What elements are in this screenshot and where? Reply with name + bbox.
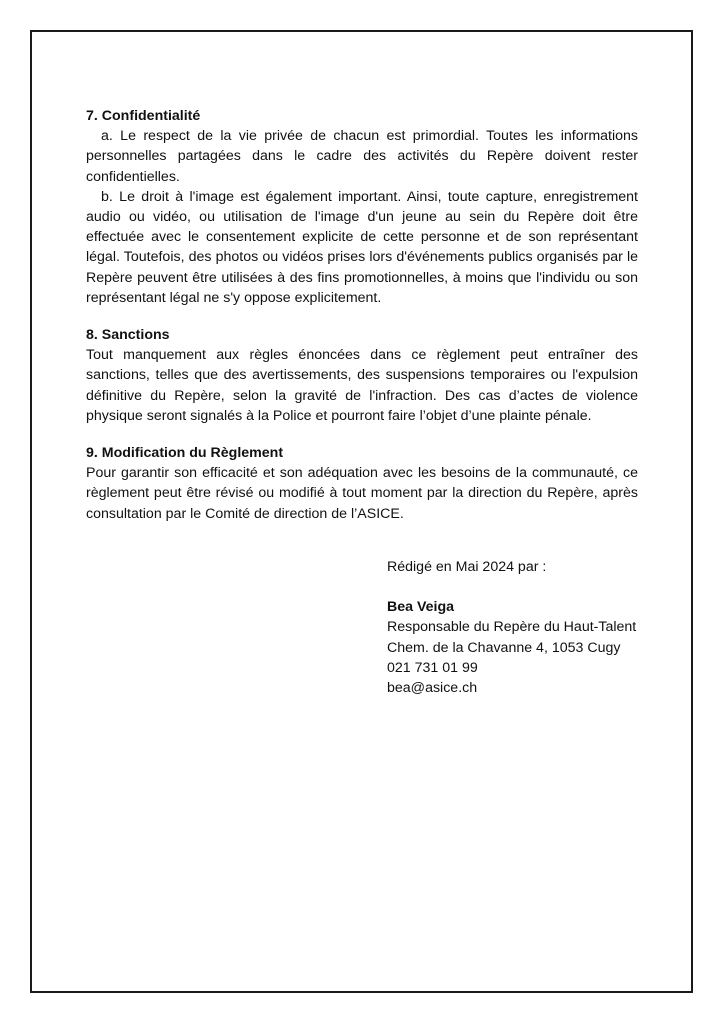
paragraph: Pour garantir son efficacité et son adéquation avec les besoins de la communauté, ce règlement peut être révisé ou modifié à tout moment par la direction du Repère, après consultation par le Comité de direction de l’ASICE. — [86, 465, 638, 522]
section-sanctions — [86, 325, 638, 426]
paragraph: b. Le droit à l'image est également important. Ainsi, toute capture, enregistrement audio ou vidéo, ou utilisation de l'image d'un jeune au sein du Repère doit être effectuée avec le consentement explicite de cette personne et de son représentant légal. Toutefois, des photos ou vidéos prises lors d'événements publics organisés par le Repère peuvent être utilisées à des fins promotionnelles, à moins que l'individu ou son représentant légal ne s'y oppose explicitement. — [86, 188, 638, 306]
author-role: Responsable du Repère du Haut-Talent — [387, 619, 637, 636]
section-title: 7. Confidentialité — [86, 108, 201, 124]
written-date-line: Rédigé en Mai 2024 par : — [387, 559, 547, 575]
author-email: bea@asice.ch — [387, 680, 478, 697]
signature-block — [387, 557, 677, 698]
section-confidentialite — [86, 106, 638, 308]
author-address: Chem. de la Chavanne 4, 1053 Cugy — [387, 639, 621, 656]
author-name: Bea Veiga — [387, 599, 455, 616]
section-modification-reglement — [86, 443, 638, 524]
author-phone: 021 731 01 99 — [387, 659, 478, 676]
paragraph: Tout manquement aux règles énoncées dans ce règlement peut entraîner des sanctions, telles que des avertissements, des suspensions temporaires ou l'expulsion définitive du Repère, selon la gravité de l'infraction. Des cas d’actes de violence physique seront signalés à la Police et pourront faire l’objet d’une plainte pénale. — [86, 347, 638, 424]
document-body — [86, 106, 638, 541]
paragraph: a. Le respect de la vie privée de chacun est primordial. Toutes les informations personnelles partagées dans le cadre des activités du Repère doivent rester confidentielles. — [86, 128, 638, 185]
section-title: 8. Sanctions — [86, 327, 170, 344]
section-title: 9. Modification du Règlement — [86, 445, 284, 462]
